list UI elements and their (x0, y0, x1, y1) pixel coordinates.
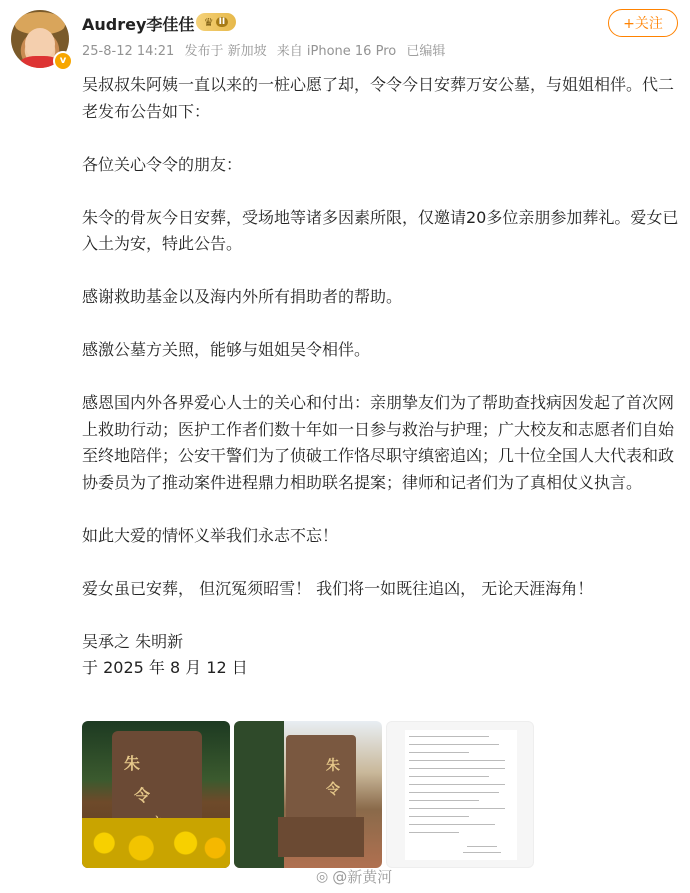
photo-announcement-document[interactable] (386, 721, 534, 868)
post-paragraph: 各位关心令令的朋友： (82, 154, 243, 174)
post-timestamp[interactable]: 25-8-12 14:21 (82, 44, 175, 59)
watermark-text: @新黄河 (332, 868, 393, 886)
post-meta (82, 40, 451, 59)
flowers (82, 818, 230, 868)
post-paragraph: 如此大爱的情怀义举我们永志不忘！ (82, 525, 339, 545)
tombstone-base (278, 817, 364, 857)
username[interactable]: Audrey李佳佳 (82, 15, 195, 34)
watermark (316, 866, 392, 887)
edited-label[interactable]: 已编辑 (406, 44, 446, 59)
post-paragraph: 感恩国内外各界爱心人士的关心和付出：亲朋挚友们为了帮助查找病因发起了首次网上救助行动；医护工作者们数十年如一日参与救治与护理；广大校友和志愿者们自始至终地陪伴；公安干警们为了侦破工作恪尽职守缜密追凶；几十位全国人大代表和政协委员为了推动案件进程鼎力相助联名提案；律师和记者们为了真相仗义执言。 (82, 393, 675, 492)
photo-grid (82, 721, 534, 868)
tombstone-char: 朱 (124, 754, 141, 773)
post-date: 于 2025 年 8 月 12 日 (82, 658, 248, 677)
crown-icon: ♛ (203, 15, 214, 29)
follow-button[interactable]: +关注 (608, 9, 678, 37)
tombstone-char: 令 (134, 786, 151, 805)
tree (234, 721, 284, 868)
post-content (82, 72, 682, 682)
document-page (405, 730, 517, 860)
post-signature: 吴承之 朱明新 (82, 631, 184, 651)
post-paragraph: 感谢救助基金以及海内外所有捐助者的帮助。 (82, 287, 403, 306)
post-device: 来自 iPhone 16 Pro (276, 44, 397, 59)
post-paragraph: 朱令的骨灰今日安葬，受场地等诸多因素所限，仅邀请20多位亲朋参加葬礼。爱女已入土为安，特此公告。 (82, 207, 679, 253)
verified-badge-icon: v (53, 51, 73, 71)
user-medal-icon[interactable] (196, 13, 236, 31)
tombstone (286, 735, 356, 821)
tombstone-char: 朱 (326, 758, 340, 774)
post-paragraph: 爱女虽已安葬， 但沉冤须昭雪！ 我们将一如既往追凶， 无论天涯海角！ (82, 578, 594, 598)
photo-tombstone-site[interactable] (234, 721, 382, 868)
tombstone-char: 令 (326, 782, 340, 798)
medal-level: II (216, 17, 229, 27)
post-paragraph: 感激公墓方关照，能够与姐姐吴令相伴。 (82, 340, 371, 359)
post-location: 发布于 新加坡 (184, 44, 267, 59)
post-paragraph: 吴叔叔朱阿姨一直以来的一桩心愿了却，令令今日安葬万安公墓，与姐姐相伴。代二老发布公告如下： (82, 75, 675, 121)
photo-tombstone-flowers[interactable] (82, 721, 230, 868)
weibo-icon: ◎ (316, 868, 329, 885)
